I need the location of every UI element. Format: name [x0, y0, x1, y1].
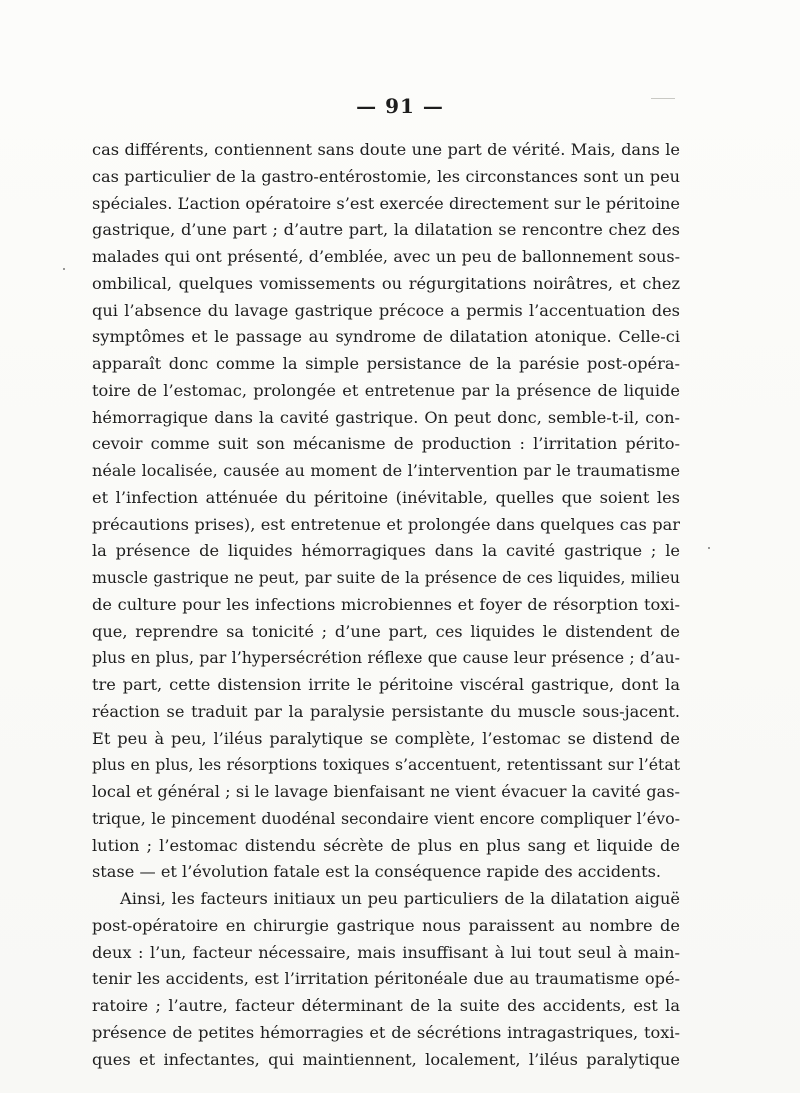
text-line: présence de petites hémorragies et de sécrétions intragastriques, toxi- [92, 1022, 680, 1042]
page-number: — 91 — [356, 94, 444, 118]
text-line: cas différents, contiennent sans doute une part de vérité. Mais, dans le [92, 140, 680, 159]
text-line: symptômes et le passage au syndrome de dilatation atonique. Celle-ci [92, 327, 680, 347]
text-line: muscle gastrique ne peut, par suite de la présence de ces liquides, milieu [92, 568, 680, 587]
text-line: ombilical, quelques vomissements ou régurgitations noirâtres, et chez [92, 273, 680, 293]
text-line: plus en plus, par l’hypersécrétion réflexe que cause leur présence ; d’au- [92, 648, 680, 668]
text-line: que, reprendre sa tonicité ; d’une part, ces liquides le distendent de [92, 621, 680, 641]
text-line: Et peu à peu, l’iléus paralytique se complète, l’estomac se distend de [92, 728, 680, 748]
text-line: stase — et l’évolution fatale est la conséquence rapide des accidents. [92, 862, 662, 882]
text-line: ques et infectantes, qui maintiennent, localement, l’iléus paralytique [92, 1049, 680, 1069]
text-line: qui l’absence du lavage gastrique précoce a permis l’accentuation des [92, 300, 680, 320]
text-line: tenir les accidents, est l’irritation péritonéale due au traumatisme opé- [92, 969, 680, 989]
text-line: et l’infection atténuée du péritoine (inévitable, quelles que soient les [92, 487, 680, 507]
text-line: lution ; l’estomac distendu sécrète de plus en plus sang et liquide de [92, 835, 680, 855]
text-line: tre part, cette distension irrite le péritoine viscéral gastrique, dont la [92, 675, 680, 694]
text-line: post-opératoire en chirurgie gastrique nous paraissent au nombre de [92, 915, 680, 935]
text-line: local et général ; si le lavage bienfaisant ne vient évacuer la cavité gas- [92, 782, 680, 801]
text-line: apparaît donc comme la simple persistance de la parésie post-opéra- [92, 354, 680, 373]
text-line: la présence de liquides hémorragiques dans la cavité gastrique ; le [92, 541, 680, 561]
text-line: Ainsi, les facteurs initiaux un peu particuliers de la dilatation aiguë [120, 889, 680, 908]
text-line: de culture pour les infections microbiennes et foyer de résorption toxi- [92, 594, 680, 614]
text-line: cas particulier de la gastro-entérostomie, les circonstances sont un peu [92, 166, 680, 186]
text-line: cevoir comme suit son mécanisme de production : l’irritation périto- [92, 434, 680, 454]
text-line: deux : l’un, facteur nécessaire, mais insuffisant à lui tout seul à main- [92, 942, 680, 962]
text-line: néale localisée, causée au moment de l’intervention par le traumatisme [92, 461, 680, 480]
text-line: spéciales. L’action opératoire s’est exercée directement sur le péritoine [92, 193, 680, 213]
text-line: malades qui ont présenté, d’emblée, avec un peu de ballonnement sous- [92, 247, 680, 266]
text-line: toire de l’estomac, prolongée et entretenue par la présence de liquide [92, 380, 680, 400]
print-speck [63, 268, 65, 270]
text-line: trique, le pincement duodénal secondaire vient encore compliquer l’évo- [92, 808, 680, 828]
text-line: gastrique, d’une part ; d’autre part, la dilatation se rencontre chez des [92, 220, 680, 240]
text-line: hémorragique dans la cavité gastrique. On peut donc, semble-t-il, con- [92, 407, 680, 427]
text-line: ratoire ; l’autre, facteur déterminant de la suite des accidents, est la [92, 996, 680, 1015]
body-text [92, 137, 680, 1073]
text-line: plus en plus, les résorptions toxiques s’accentuent, retentissant sur l’état [92, 755, 680, 775]
text-line: réaction se traduit par la paralysie persistante du muscle sous-jacent. [92, 701, 680, 721]
text-line: précautions prises), est entretenue et prolongée dans quelques cas par [92, 514, 680, 534]
print-speck [708, 547, 710, 549]
